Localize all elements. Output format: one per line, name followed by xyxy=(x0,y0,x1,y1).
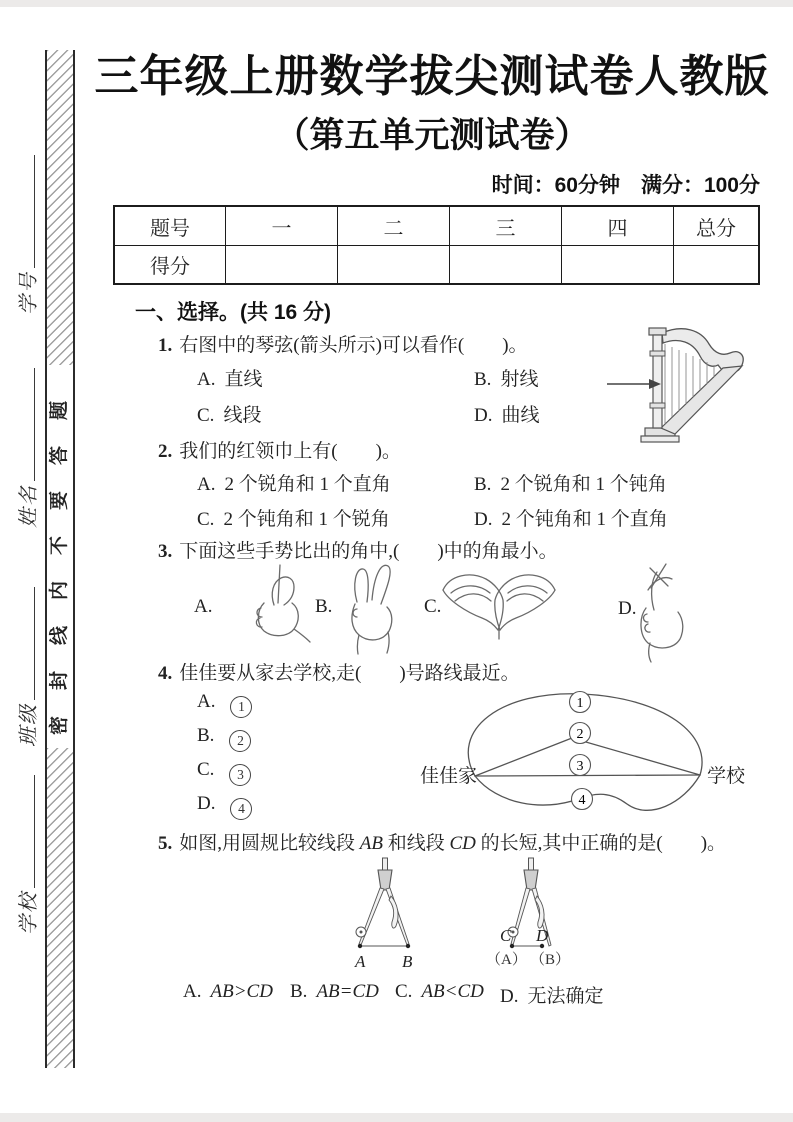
option-label: D. xyxy=(197,793,216,814)
q5-option-b xyxy=(290,981,379,1003)
route-3-path xyxy=(475,775,700,776)
q5-option-d xyxy=(500,981,604,1008)
q5-option-a xyxy=(183,981,273,1003)
option-label: A. xyxy=(194,596,213,617)
compass-figure-cd xyxy=(478,856,590,976)
name-label: 姓名 xyxy=(18,484,40,528)
route-2-number: 2 xyxy=(576,727,584,742)
score-table-header-row xyxy=(114,206,759,246)
option-label: C. xyxy=(395,981,413,1002)
question-text: 如图,用圆规比较线段 xyxy=(179,833,360,854)
score-blank-cell[interactable] xyxy=(226,246,338,285)
q3-option-b-label xyxy=(315,596,341,618)
cupped-open-hands-figure xyxy=(440,568,558,640)
option-text: 2 个锐角和 1 个直角 xyxy=(224,474,391,495)
question-text: 佳佳要从家去学校,走( )号路线最近。 xyxy=(179,663,520,684)
question-text: 和线段 xyxy=(382,833,450,854)
q4-option-d xyxy=(197,793,252,820)
question-3-stem xyxy=(158,536,558,563)
option-text: 2 个钝角和 1 个直角 xyxy=(501,509,668,530)
option-text: 2 个锐角和 1 个钝角 xyxy=(500,474,667,495)
score-table xyxy=(113,205,760,285)
option-text: 射线 xyxy=(500,369,539,390)
question-number: 4. xyxy=(158,663,173,684)
q4-option-a xyxy=(197,691,252,718)
score-header-cell: 三 xyxy=(450,206,562,246)
question-text: 右图中的琴弦(箭头所示)可以看作( )。 xyxy=(179,335,528,356)
q2-option-a xyxy=(197,469,391,496)
segment-cd-var: CD xyxy=(449,833,476,854)
score-blank-cell[interactable] xyxy=(338,246,450,285)
q2-option-c xyxy=(197,504,390,531)
hatch-pattern-top xyxy=(47,50,73,365)
seal-line-band xyxy=(45,50,75,1068)
q1-option-a xyxy=(197,364,263,391)
question-5-stem xyxy=(158,828,726,855)
question-number: 1. xyxy=(158,335,173,356)
section-heading: 一、选择。(共 16 分) xyxy=(135,301,332,324)
harp-figure xyxy=(605,324,763,448)
thumbs-up-hand-figure xyxy=(244,563,312,645)
score-header-cell: 总分 xyxy=(674,206,760,246)
option-label: A. xyxy=(197,369,216,390)
circled-number: 2 xyxy=(229,730,251,752)
school-writein-line[interactable] xyxy=(12,775,35,888)
q4-option-c xyxy=(197,759,251,786)
q5-option-c xyxy=(395,981,484,1003)
v-sign-hand-figure xyxy=(344,560,399,656)
class-field xyxy=(12,587,42,747)
point-a-paren-label: （A） xyxy=(486,952,527,968)
question-text: 下面这些手势比出的角中,( )中的角最小。 xyxy=(179,541,558,562)
circled-number: 3 xyxy=(229,764,251,786)
option-label: B. xyxy=(290,981,308,1002)
score-blank-cell[interactable] xyxy=(450,246,562,285)
q4-option-b xyxy=(197,725,251,752)
option-label: C. xyxy=(424,596,442,617)
q1-option-b xyxy=(474,364,538,391)
q3-option-a-label xyxy=(194,596,221,618)
exam-time-score-info: 时间：60分钟 满分：100分 xyxy=(491,174,760,197)
home-label: 佳佳家 xyxy=(420,766,478,787)
question-4-stem xyxy=(158,658,520,685)
class-label: 班级 xyxy=(18,703,40,747)
student-id-writein-line[interactable] xyxy=(12,155,35,268)
score-header-cell: 四 xyxy=(562,206,674,246)
score-table-score-row xyxy=(114,246,759,285)
score-row-label: 得分 xyxy=(114,246,226,285)
option-label: A. xyxy=(197,691,216,712)
question-text: 我们的红领巾上有( )。 xyxy=(179,441,401,462)
student-id-field xyxy=(12,155,42,315)
segment-ab-var: AB xyxy=(359,833,383,854)
option-label: B. xyxy=(315,596,333,617)
option-label: A. xyxy=(197,474,216,495)
question-1-stem xyxy=(158,330,528,357)
q1-option-c xyxy=(197,400,261,427)
q1-option-d xyxy=(474,400,540,427)
route-4-number: 4 xyxy=(578,793,586,808)
hatch-pattern-bottom xyxy=(47,748,73,1068)
score-blank-cell[interactable] xyxy=(562,246,674,285)
option-text: 2 个钝角和 1 个锐角 xyxy=(223,509,390,530)
page-title: 三年级上册数学拔尖测试卷人教版 xyxy=(94,52,770,101)
option-label: B. xyxy=(474,474,492,495)
option-label: C. xyxy=(197,759,215,780)
option-text: 直线 xyxy=(224,369,263,390)
name-writein-line[interactable] xyxy=(12,368,35,481)
class-writein-line[interactable] xyxy=(12,587,35,700)
score-header-cell: 二 xyxy=(338,206,450,246)
seal-line-text: 密封线内不要答题 xyxy=(49,375,70,736)
score-header-cell: 一 xyxy=(226,206,338,246)
page-subtitle: （第五单元测试卷） xyxy=(274,116,590,155)
point-c-label: C xyxy=(500,926,512,945)
option-text: AB<CD xyxy=(421,981,484,1002)
option-label: B. xyxy=(474,369,492,390)
option-text: 线段 xyxy=(223,405,262,426)
question-text: 的长短,其中正确的是( )。 xyxy=(475,833,727,854)
option-text: 无法确定 xyxy=(527,986,604,1007)
score-blank-cell[interactable] xyxy=(674,246,760,285)
q2-option-b xyxy=(474,469,667,496)
route-number-badges xyxy=(570,692,593,810)
route-3-number: 3 xyxy=(576,759,584,774)
route-1-number: 1 xyxy=(576,696,584,711)
student-id-label: 学号 xyxy=(18,271,40,315)
option-text: AB>CD xyxy=(210,981,273,1002)
score-header-cell: 题号 xyxy=(114,206,226,246)
option-label: B. xyxy=(197,725,215,746)
school-label: 学校 xyxy=(707,766,746,787)
option-label: D. xyxy=(500,986,519,1007)
circled-number: 1 xyxy=(230,696,252,718)
option-label: A. xyxy=(183,981,202,1002)
option-label: C. xyxy=(197,405,215,426)
q2-option-d xyxy=(474,504,668,531)
school-field xyxy=(12,775,42,935)
school-label: 学校 xyxy=(18,891,40,935)
scan-edge-bottom xyxy=(0,1113,793,1122)
point-b-paren-label: （B） xyxy=(530,952,571,968)
option-label: D. xyxy=(474,405,493,426)
point-b-label: B xyxy=(402,952,413,971)
question-2-stem xyxy=(158,436,401,463)
option-label: D. xyxy=(474,509,493,530)
question-number: 3. xyxy=(158,541,173,562)
point-a-label: A xyxy=(355,952,366,971)
finger-heart-hand-figure xyxy=(626,558,688,664)
route-map-figure xyxy=(415,686,765,848)
option-text: AB=CD xyxy=(316,981,379,1002)
compass-figure-ab xyxy=(340,856,440,976)
question-number: 5. xyxy=(158,833,173,854)
option-label: C. xyxy=(197,509,215,530)
compass-drawing xyxy=(356,858,410,948)
name-field xyxy=(12,368,42,528)
question-number: 2. xyxy=(158,441,173,462)
option-text: 曲线 xyxy=(501,405,540,426)
scan-edge-top xyxy=(0,0,793,7)
point-d-label: D xyxy=(536,926,549,945)
circled-number: 4 xyxy=(230,798,252,820)
option-label: D. xyxy=(618,598,637,619)
